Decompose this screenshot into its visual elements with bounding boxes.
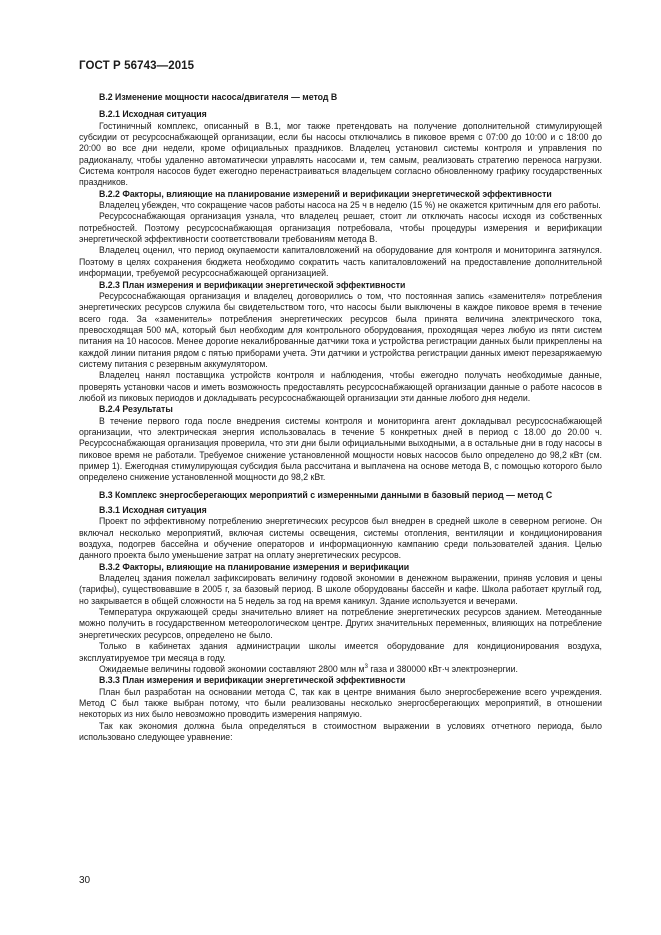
subsection-b21-title: B.2.1 Исходная ситуация bbox=[99, 109, 207, 120]
cubic-superscript: 3 bbox=[364, 663, 368, 670]
subsection-b31-title: B.3.1 Исходная ситуация bbox=[99, 505, 207, 516]
subsection-b23-title: B.2.3 План измерения и верификации энергетической эффективности bbox=[99, 279, 406, 290]
paragraph: План был разработан на основании метода C, так как в центре внимания было энергосбережение всего учреждения. Метод C был также выбран потому, что были реализованы несколько энергосберегающих мероприятий, в отношении некоторых из них было невозможно проводить измерения напрямую. bbox=[79, 686, 602, 720]
paragraph: В течение первого года после внедрения системы контроля и мониторинга агент докладывал ресурсоснабжающей организации, что электрическая энергия использовалась в течение 5 конкретных дней в период с 18.00 до 20.00 ч. Ресурсоснабжающая организация проверила, что эти дни были официальными выходными, а в остальные дни в году насосы в пиковое время не работали. Требуемое снижение установленной мощности новых насосов было определено до 98,2 кВт (см. пример 1). Ежегодная стимулирующая субсидия была рассчитана и выплачена на основе метода B, с помощью которого было определено снижение установленной мощности до 98,2 кВт. bbox=[79, 415, 602, 483]
paragraph: Проект по эффективному потреблению энергетических ресурсов был внедрен в средней школе в северном регионе. Он включал несколько мероприятий, включая системы освещения, системы отопления, вентиляции и кондиционирования воздуха, подогрев бассейна и обучение операторов и информационную кампанию среди пользователей здания. Целью данного проекта было уменьшение затрат на оплату энергетических ресурсов. bbox=[79, 516, 602, 561]
paragraph: Так как экономия должна была определяться в стоимостном выражении в условиях отчетного периода, было использовано следующее уравнение: bbox=[79, 720, 602, 742]
paragraph: Владелец оценил, что период окупаемости капиталовложений на оборудование для контроля и мониторинга затянулся. Поэтому в целях сохранения бюджета необходимо сократить часть капиталовложений на предоставление дополнительной информации, требуемой ресурсоснабжающей организацией. bbox=[79, 245, 602, 279]
paragraph: Гостиничный комплекс, описанный в B.1, мог также претендовать на получение дополнительной стимулирующей субсидии от ресурсоснабжающей организации, если бы насосы отключались в пиковое время с 07:00 до 10:00 и с 18:00 до 20:00 во все дни недели, кроме официальных праздников. Владелец установил системы контроля и управления по радиоканалу, чтобы удаленно автоматически управлять насосами и, тем самым, реализовать стратегию переноса нагрузки. Система контроля насосов будет ежегодно перенастраиваться владельцем согласно обновленному графику государственных праздников. bbox=[79, 120, 602, 188]
savings-text-part1: Ожидаемые величины годовой экономии составляют 2800 млн м bbox=[99, 663, 365, 674]
section-b3-title: B.3 Комплекс энергосберегающих мероприятий с измеренными данными в базовый период — метод C bbox=[99, 489, 553, 500]
subsection-b22-title: B.2.2 Факторы, влияющие на планирование измерений и верификации энергетической эффективности bbox=[99, 188, 552, 199]
paragraph: Ресурсоснабжающая организация и владелец договорились о том, что постоянная запись «заменителя» потребления энергетических ресурсов служила бы свидетельством того, что насосы были выключены в каждое пиковое время в течение всего года. За «заменитель» потребления энергетических ресурсов была принята величина электрического тока, превосходящая 500 мА, который был необходим для контрольного оборудования, проходящая через любую из пяти систем питания на 10 насосов. Менее дорогие некалиброванные датчики тока и устройства регистрации данных были прикреплены на каждой линии питания рядом с пятью приборами учета. Эти датчики и устройства регистрации данных имеют перезаряжаемую систему питания с резервным аккумулятором. bbox=[79, 290, 602, 369]
subsection-b24-title: B.2.4 Результаты bbox=[99, 404, 173, 415]
page-body bbox=[79, 92, 602, 743]
savings-text-part2: газа и 380000 кВт·ч электроэнергии. bbox=[367, 663, 518, 674]
paragraph: Владелец убежден, что сокращение часов работы насоса на 25 ч в неделю (15 %) не окажется критичным для его работы. bbox=[99, 200, 601, 211]
subsection-b32-title: B.3.2 Факторы, влияющие на планирование измерения и верификации bbox=[99, 561, 410, 572]
paragraph: Владелец здания пожелал зафиксировать величину годовой экономии в денежном выражении, приняв условия и цены (тарифы), существовавшие в 2005 г, за базовый период. В школе оборудованы бассейн и кафе. Школа работает круглый год, но закрывается в общей сложности на 5 недель за год на время каникул. Здание используется и вечерами. bbox=[79, 573, 602, 606]
paragraph: Только в кабинетах здания администрации школы имеется оборудование для кондиционирования воздуха, эксплуатируемое три месяца в году. bbox=[79, 641, 602, 663]
document-header: ГОСТ Р 56743—2015 bbox=[79, 60, 195, 72]
paragraph: Владелец нанял поставщика устройств контроля и наблюдения, чтобы ежегодно получать необходимые данные, проверять установки часов и иметь возможность предоставлять ресурсоснабжающей организации данные о работе насосов в любой из пиковых периодов и докладывать ресурсоснабжающей организации эти данные любого дня недели. bbox=[79, 370, 602, 403]
subsection-b33-title: B.3.3 План измерения и верификации энергетической эффективности bbox=[99, 675, 406, 686]
paragraph-expected-savings bbox=[79, 664, 602, 675]
page-number: 30 bbox=[79, 875, 91, 886]
section-b2-title: B.2 Изменение мощности насоса/двигателя — метод B bbox=[99, 92, 338, 102]
paragraph: Ресурсоснабжающая организация узнала, что владелец решает, стоит ли отключать насосы исходя из собственных потребностей. Поэтому ресурсоснабжающая организация потребовала, чтобы процедуры измерения и верификации энергетической эффективности соответствовали требованиям метода B. bbox=[79, 211, 602, 245]
paragraph: Температура окружающей среды значительно влияет на потребление энергетических ресурсов зданием. Метеоданные можно получить в государственном метеорологическом центре. Других значительных переменных, влияющих на потребление энергетических ресурсов, определено не было. bbox=[79, 607, 602, 640]
